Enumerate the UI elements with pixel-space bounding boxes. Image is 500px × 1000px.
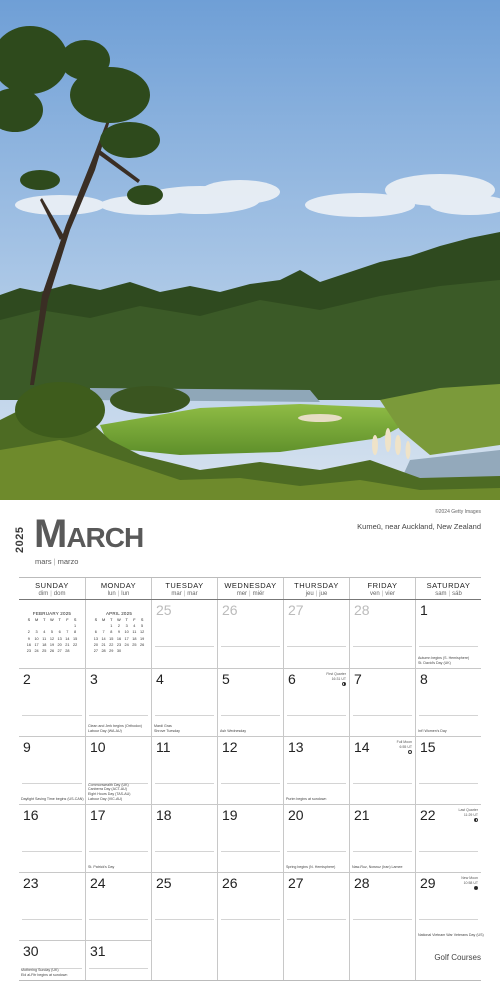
calendar-weeks xyxy=(19,599,484,981)
holiday-note: Ash Wednesday xyxy=(220,729,247,734)
weekday-spanish: mar xyxy=(187,591,198,597)
mini-calendar-day: 19 xyxy=(49,642,55,647)
mini-calendar-day: 22 xyxy=(72,642,78,647)
mini-calendar-day: 7 xyxy=(102,630,105,635)
day-divider xyxy=(221,919,280,920)
holiday-note: Eight Hours Day (TAS-AU) xyxy=(88,792,131,797)
mini-calendar-table xyxy=(25,617,79,654)
weekday-name: WEDNESDAY xyxy=(224,581,277,590)
mini-calendar-title: APRIL 2025 xyxy=(105,611,133,616)
day-divider xyxy=(155,715,214,716)
mini-calendar-day: 6 xyxy=(94,630,97,635)
day-divider xyxy=(22,919,82,920)
weekday-name: SATURDAY xyxy=(426,581,471,590)
mini-calendar-day: 14 xyxy=(101,636,106,641)
month-spanish: marzo xyxy=(57,557,79,566)
mini-calendar-day xyxy=(131,648,139,654)
mini-calendar-day: 26 xyxy=(139,642,145,647)
mini-calendar-day: 21 xyxy=(65,642,70,647)
mini-calendar-weekday: F xyxy=(66,618,69,623)
holiday-note: Labour Day (WA-AU) xyxy=(88,729,122,734)
day-cell[interactable] xyxy=(349,668,415,736)
holiday-note: Naw-Ruz, Nowruz (Iran) Lamee xyxy=(352,865,403,870)
day-cell[interactable] xyxy=(349,736,415,804)
day-number: 16 xyxy=(23,807,39,823)
day-cell[interactable] xyxy=(151,600,217,668)
mini-calendar xyxy=(92,611,146,654)
day-cell[interactable] xyxy=(151,736,217,804)
day-divider xyxy=(155,919,214,920)
day-number: 13 xyxy=(288,739,304,755)
day-events xyxy=(154,724,180,734)
day-events xyxy=(21,968,67,978)
mini-calendar-day xyxy=(123,648,131,654)
day-number: 19 xyxy=(222,807,238,823)
day-events xyxy=(88,783,130,802)
weekday-spanish: sáb xyxy=(452,591,462,597)
mini-calendar-day: 18 xyxy=(132,636,137,641)
mini-calendar-day: 15 xyxy=(72,636,78,641)
moon-phase-label: Last Quarter xyxy=(458,808,478,812)
mini-calendar-day: 8 xyxy=(110,630,113,635)
weekday-french: dim xyxy=(38,591,49,597)
day-divider xyxy=(419,715,478,716)
moon-phase-time: 10:58 UT xyxy=(463,880,478,885)
empty-day-cell xyxy=(151,940,217,980)
day-cell[interactable] xyxy=(217,668,283,736)
mini-calendar-weekday: T xyxy=(110,618,113,623)
weekday-header-row xyxy=(19,577,481,599)
day-cell[interactable] xyxy=(283,736,349,804)
day-divider xyxy=(22,715,82,716)
day-cell[interactable] xyxy=(19,872,85,940)
mini-calendar-day: 19 xyxy=(139,636,145,641)
mini-calendar-day: 18 xyxy=(42,642,47,647)
day-number: 6 xyxy=(288,671,296,687)
mini-calendar-day: 4 xyxy=(133,624,136,629)
day-events xyxy=(418,933,484,938)
mini-calendar-day: 12 xyxy=(139,630,145,635)
holiday-note: Int'l Women's Day xyxy=(418,729,447,734)
day-divider xyxy=(353,783,412,784)
moon-phase xyxy=(326,672,346,688)
day-number: 9 xyxy=(23,739,31,755)
day-cell[interactable] xyxy=(349,804,415,872)
day-divider xyxy=(353,851,412,852)
mini-calendar-day: 6 xyxy=(58,630,61,635)
moon-phase xyxy=(459,808,478,824)
day-number: 28 xyxy=(354,602,370,618)
holiday-note: St. Patrick's Day xyxy=(88,865,115,870)
mini-calendar-table xyxy=(92,617,146,654)
mini-calendar-day: 3 xyxy=(35,630,38,635)
day-cell[interactable] xyxy=(283,668,349,736)
mini-calendar-day: 16 xyxy=(26,642,31,647)
day-divider xyxy=(155,851,214,852)
mini-calendar-day: 22 xyxy=(109,642,114,647)
day-number: 14 xyxy=(354,739,370,755)
weekday-header-sunday xyxy=(19,578,85,599)
day-divider xyxy=(287,851,346,852)
photo-location: Kumeū, near Auckland, New Zealand xyxy=(357,522,481,531)
day-cell[interactable] xyxy=(151,668,217,736)
mini-calendar-day xyxy=(138,648,146,654)
mini-calendar-weekday: T xyxy=(125,618,128,623)
mini-calendar-weekday: S xyxy=(94,618,98,623)
day-cell[interactable] xyxy=(283,804,349,872)
day-events xyxy=(21,797,84,802)
weekday-french: jeu xyxy=(305,591,314,597)
moon-phase xyxy=(397,740,412,756)
weekday-translations: ven | vier xyxy=(370,591,395,597)
weekday-french: lun xyxy=(107,591,116,597)
mini-calendar xyxy=(25,611,79,654)
day-divider xyxy=(419,919,478,920)
holiday-note: Shrove Tuesday xyxy=(154,729,180,734)
day-number: 7 xyxy=(354,671,362,687)
mini-calendar-day: 1 xyxy=(110,624,113,629)
day-divider xyxy=(89,715,148,716)
day-events xyxy=(88,724,142,734)
day-number: 1 xyxy=(420,602,428,618)
mini-calendar-weekday: M xyxy=(34,618,39,623)
day-events xyxy=(352,865,403,870)
mini-calendar-day: 15 xyxy=(109,636,114,641)
weekday-name: SUNDAY xyxy=(35,581,69,590)
weekday-spanish: vier xyxy=(385,591,395,597)
weekday-translations: lun | lun xyxy=(107,591,130,597)
day-divider xyxy=(89,851,148,852)
day-events xyxy=(418,656,469,666)
weekday-header-monday xyxy=(85,578,151,599)
month-title: March xyxy=(34,512,144,556)
day-cell[interactable] xyxy=(349,600,415,668)
moon-phase xyxy=(461,876,478,892)
day-number: 5 xyxy=(222,671,230,687)
day-cell[interactable] xyxy=(85,668,151,736)
day-divider xyxy=(22,851,82,852)
mini-calendar-day: 5 xyxy=(50,630,54,635)
day-cell[interactable] xyxy=(217,736,283,804)
weekday-name: FRIDAY xyxy=(367,581,398,590)
mini-calendar-weekday: W xyxy=(50,618,54,623)
day-number: 3 xyxy=(90,671,98,687)
mini-calendar-day: 25 xyxy=(42,649,47,654)
holiday-note: Mothering Sunday (UK) xyxy=(21,968,59,973)
mini-calendar-day: 7 xyxy=(66,630,69,635)
day-number: 20 xyxy=(288,807,304,823)
day-number: 12 xyxy=(222,739,238,755)
day-divider xyxy=(419,646,478,647)
mini-calendar-day: 14 xyxy=(65,636,70,641)
moon-phase-icon xyxy=(342,682,346,686)
mini-calendar-day: 9 xyxy=(27,636,30,641)
moon-phase-label: Full Moon xyxy=(396,740,412,744)
mini-calendar-day xyxy=(71,648,79,654)
mini-calendar-day: 12 xyxy=(49,636,55,641)
day-cell[interactable] xyxy=(85,872,151,940)
mini-calendar-day: 9 xyxy=(117,630,121,635)
day-number: 4 xyxy=(156,671,164,687)
mini-calendar-day: 10 xyxy=(124,630,129,635)
weekday-translations: sam | sáb xyxy=(435,591,462,597)
mini-calendar-day: 16 xyxy=(116,636,122,641)
day-number: 31 xyxy=(90,943,106,959)
holiday-note: National Vietnam War Veterans Day (US) xyxy=(418,933,484,938)
mini-calendar-day: 3 xyxy=(125,624,128,629)
day-cell[interactable] xyxy=(151,872,217,940)
day-cell[interactable] xyxy=(217,872,283,940)
weekday-header-saturday xyxy=(415,578,481,599)
moon-phase-time: 16:31 UT xyxy=(331,676,346,681)
mini-calendar-day: 30 xyxy=(116,649,122,654)
holiday-note: Spring begins (N. Hemisphere) xyxy=(286,865,336,870)
weekday-spanish: lun xyxy=(121,591,130,597)
mini-calendar-day: 27 xyxy=(93,649,98,654)
day-cell[interactable] xyxy=(349,872,415,940)
day-number: 15 xyxy=(420,739,436,755)
mini-calendar-day: 4 xyxy=(43,630,46,635)
weekday-french: ven xyxy=(370,591,380,597)
day-number: 27 xyxy=(288,602,304,618)
weekday-header-tuesday xyxy=(151,578,217,599)
day-number: 26 xyxy=(222,602,238,618)
day-cell[interactable] xyxy=(19,804,85,872)
day-divider xyxy=(287,783,346,784)
day-cell[interactable] xyxy=(415,872,484,940)
mini-calendar-day: 5 xyxy=(141,624,144,629)
day-number: 28 xyxy=(354,875,370,891)
mini-calendar-day: 1 xyxy=(74,624,77,629)
mini-calendar-day: 10 xyxy=(34,636,39,641)
mini-calendar-weekday: S xyxy=(140,618,144,623)
weekday-french: mer xyxy=(236,591,248,597)
weekday-translations: jeu | jue xyxy=(305,591,328,597)
weekday-translations: dim | dom xyxy=(38,591,66,597)
mini-calendar-weekday: S xyxy=(27,618,31,623)
weekday-french: sam xyxy=(435,591,447,597)
day-divider xyxy=(89,968,148,969)
day-divider xyxy=(287,646,346,647)
mini-calendar-day: 8 xyxy=(74,630,77,635)
day-divider xyxy=(353,715,412,716)
moon-phase-icon xyxy=(474,818,478,822)
holiday-note: Daylight Saving Time begins (US-CAN) xyxy=(21,797,84,802)
day-cell[interactable] xyxy=(283,872,349,940)
weekday-header-friday xyxy=(349,578,415,599)
day-divider xyxy=(221,715,280,716)
weekday-name: MONDAY xyxy=(100,581,137,590)
mini-calendar-day: 13 xyxy=(57,636,62,641)
weekday-spanish: dom xyxy=(53,591,66,597)
day-divider xyxy=(221,851,280,852)
calendar-title: Golf Courses xyxy=(434,953,481,962)
day-divider xyxy=(353,919,412,920)
mini-calendar-day: 20 xyxy=(57,642,62,647)
mini-calendar-day: 28 xyxy=(65,649,70,654)
mini-calendar-day: 11 xyxy=(42,636,47,641)
moon-phase-label: First Quarter xyxy=(326,672,346,676)
moon-phase-label: New Moon xyxy=(461,876,478,880)
mini-calendar-day: 29 xyxy=(109,649,114,654)
day-divider xyxy=(419,783,478,784)
mini-calendar-day: 2 xyxy=(117,624,121,629)
day-events xyxy=(418,729,447,734)
empty-day-cell xyxy=(283,940,349,980)
day-number: 25 xyxy=(156,602,172,618)
mini-calendar-day: 17 xyxy=(34,642,39,647)
weekday-spanish: jue xyxy=(319,591,328,597)
mini-calendar-weekday: F xyxy=(133,618,136,623)
day-cell[interactable] xyxy=(85,940,151,980)
day-cell[interactable] xyxy=(85,804,151,872)
mini-calendar-day: 24 xyxy=(124,642,129,647)
mini-calendar-day: 20 xyxy=(93,642,98,647)
day-number: 26 xyxy=(222,875,238,891)
holiday-note: St. David's Day (UK) xyxy=(418,661,451,666)
mini-calendar-weekday: W xyxy=(117,618,121,623)
day-number: 29 xyxy=(420,875,436,891)
weekday-french: mar xyxy=(171,591,182,597)
mini-calendar-day: 26 xyxy=(49,649,55,654)
day-divider xyxy=(419,851,478,852)
weekday-spanish: miér xyxy=(252,591,265,597)
mini-calendar-day: 13 xyxy=(93,636,98,641)
mini-calendar-weekday: T xyxy=(58,618,61,623)
photo-credit: ©2024 Getty Images xyxy=(435,509,481,515)
mini-calendar-day: 23 xyxy=(26,649,31,654)
day-number: 24 xyxy=(90,875,106,891)
moon-phase-time: 6:55 UT xyxy=(399,744,412,749)
weekday-name: TUESDAY xyxy=(165,581,204,590)
mini-calendar-day: 28 xyxy=(101,649,106,654)
day-divider xyxy=(353,646,412,647)
day-cell[interactable] xyxy=(217,804,283,872)
empty-day-cell xyxy=(349,940,415,980)
day-events xyxy=(220,729,246,734)
holiday-note: Labour Day (VIC-AU) xyxy=(88,797,123,802)
month-french: mars xyxy=(35,557,52,566)
day-divider xyxy=(221,783,280,784)
holiday-note: Clean and Jerk begins (Orthodox) xyxy=(88,724,142,729)
day-number: 11 xyxy=(156,739,171,755)
weekday-name: THURSDAY xyxy=(294,581,339,590)
day-cell[interactable] xyxy=(151,804,217,872)
day-number: 23 xyxy=(23,875,39,891)
day-number: 2 xyxy=(23,671,31,687)
mini-calendar-weekday: T xyxy=(43,618,46,623)
weekday-header-thursday xyxy=(283,578,349,599)
holiday-note: Eid al-Fitr begins at sundown xyxy=(21,973,68,978)
day-cell[interactable] xyxy=(415,736,481,804)
day-cell[interactable] xyxy=(19,940,85,980)
day-number: 17 xyxy=(90,807,106,823)
mini-calendar-day: 23 xyxy=(116,642,122,647)
day-divider xyxy=(287,919,346,920)
day-number: 22 xyxy=(420,807,436,823)
mini-calendar-day: 17 xyxy=(124,636,129,641)
mini-calendar-weekday: M xyxy=(101,618,106,623)
mini-calendar-title: FEBRUARY 2025 xyxy=(32,611,72,616)
day-divider xyxy=(22,783,82,784)
mini-calendar-day: 27 xyxy=(57,649,62,654)
weekday-translations: mer | miér xyxy=(236,591,265,597)
year-label: 2025 xyxy=(14,526,26,553)
day-events xyxy=(286,865,335,870)
mini-calendar-day: 21 xyxy=(101,642,106,647)
day-number: 10 xyxy=(90,739,106,755)
holiday-note: Commonwealth Day (UK) xyxy=(88,782,129,787)
day-cell[interactable] xyxy=(217,600,283,668)
day-cell[interactable] xyxy=(85,736,151,804)
day-number: 30 xyxy=(23,943,39,959)
month-translations: mars | marzo xyxy=(35,557,79,566)
day-cell[interactable] xyxy=(415,600,481,668)
day-cell[interactable] xyxy=(283,600,349,668)
mini-calendar-weekday: S xyxy=(73,618,77,623)
day-events xyxy=(286,797,326,802)
mini-calendar-day: 25 xyxy=(132,642,137,647)
moon-phase-icon xyxy=(474,886,478,890)
day-number: 27 xyxy=(288,875,304,891)
mini-calendar-day: 11 xyxy=(132,630,137,635)
day-number: 21 xyxy=(354,807,370,823)
day-events xyxy=(88,865,114,870)
moon-phase-icon xyxy=(408,750,412,754)
day-cell[interactable] xyxy=(415,804,481,872)
day-divider xyxy=(287,715,346,716)
day-cell[interactable] xyxy=(19,668,85,736)
day-cell[interactable] xyxy=(415,668,481,736)
day-number: 18 xyxy=(156,807,172,823)
empty-day-cell xyxy=(217,940,283,980)
day-divider xyxy=(155,646,214,647)
mini-calendar-day: 2 xyxy=(27,630,30,635)
day-divider xyxy=(221,646,280,647)
moon-phase-time: 11:29 UT xyxy=(463,812,478,817)
day-cell[interactable] xyxy=(85,600,151,668)
day-divider xyxy=(155,783,214,784)
day-number: 25 xyxy=(156,875,172,891)
holiday-note: Canberra Day (ACT-AU) xyxy=(88,787,127,792)
holiday-note: Mardi Gras xyxy=(154,724,172,729)
weekday-header-wednesday xyxy=(217,578,283,599)
day-cell[interactable] xyxy=(19,600,85,668)
day-cell[interactable] xyxy=(19,736,85,804)
holiday-note: Autumn begins (S. Hemisphere) xyxy=(418,656,470,661)
day-number: 8 xyxy=(420,671,428,687)
mini-calendar-day: 24 xyxy=(34,649,39,654)
day-divider xyxy=(89,919,148,920)
holiday-note: Purim begins at sundown xyxy=(286,797,327,802)
weekday-translations: mar | mar xyxy=(171,591,198,597)
